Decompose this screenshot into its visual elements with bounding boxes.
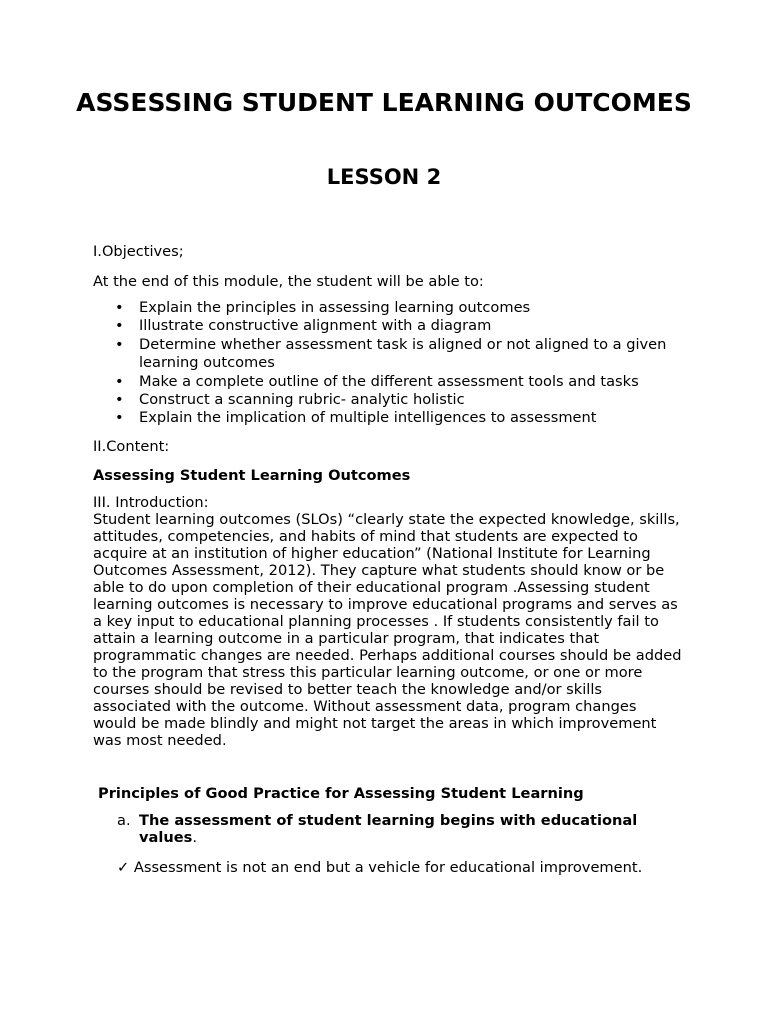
bullet-icon: • [115,372,124,390]
list-item [93,317,673,335]
principles-heading: Principles of Good Practice for Assessing Student Learning [98,785,584,802]
bullet-icon: • [115,317,124,335]
lesson-heading: LESSON 2 [326,165,442,189]
introduction-section [93,494,683,749]
objective-text: Make a complete outline of the different assessment tools and tasks [139,372,639,390]
content-label: II.Content: [93,438,170,455]
list-item [93,409,673,427]
checkmark-point: ✓ Assessment is not an end but a vehicle for educational improvement. [117,859,643,876]
list-item [93,299,673,317]
objectives-list [93,299,673,428]
objective-text: Construct a scanning rubric- analytic holistic [139,391,465,409]
principle-text-wrapper [117,812,677,846]
principle-text: The assessment of student learning begins with educational values [139,812,638,846]
list-item [93,373,673,391]
principle-item-a [117,812,677,846]
objective-text: Illustrate constructive alignment with a diagram [139,317,492,335]
principle-period: . [192,829,197,846]
bullet-icon: • [115,335,124,353]
objectives-label: I.Objectives; [93,243,184,260]
introduction-paragraph: Student learning outcomes (SLOs) “clearly state the expected knowledge, skills, attitudes, competencies, and habits of mind that students are expected to acquire at an institution of higher education” (National Institute for Learning Outcomes Assessment, 2012). They capture what students should know or be able to do upon completion of their educational program .Assessing student learning outcomes is necessary to improve educational programs and serves as a key input to educational planning processes . If students consistently fail to attain a learning outcome in a particular program, that indicates that programmatic changes are needed. Perhaps additional courses should be added to the program that stress this particular learning outcome, or one or more courses should be revised to better teach the knowledge and/or skills associated with the outcome. Without assessment data, program changes would be made blindly and might not target the areas in which improvement was most needed. [93,511,682,749]
bullet-icon: • [115,391,124,409]
content-heading: Assessing Student Learning Outcomes [93,467,411,484]
introduction-label: III. Introduction: [93,494,209,511]
bullet-icon: • [115,409,124,427]
list-marker: a. [117,812,131,829]
objective-text: Explain the principles in assessing learning outcomes [139,299,531,316]
list-item [93,336,673,373]
objective-text: Explain the implication of multiple intelligences to assessment [139,409,597,427]
objective-text: Determine whether assessment task is aligned or not aligned to a given learning outcomes [139,335,667,372]
objectives-intro: At the end of this module, the student will be able to: [93,273,484,290]
document-title: ASSESSING STUDENT LEARNING OUTCOMES [76,88,692,117]
bullet-icon: • [115,299,124,316]
list-item [93,391,673,409]
